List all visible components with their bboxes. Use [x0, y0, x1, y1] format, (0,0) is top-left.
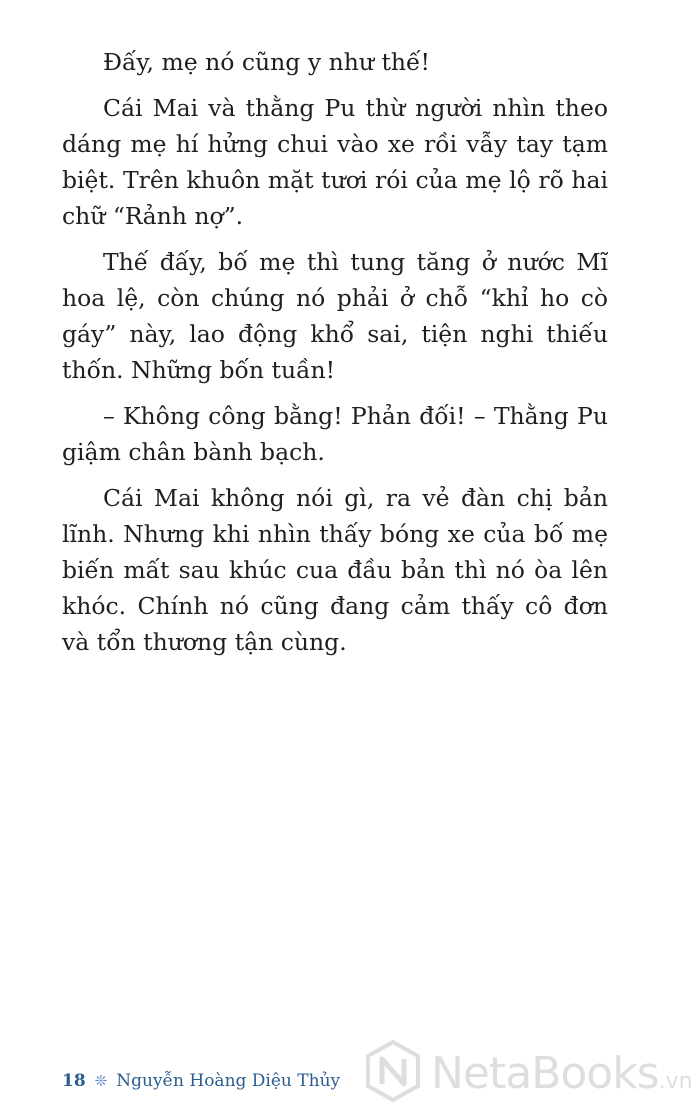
page-footer	[62, 1071, 340, 1091]
page-number: 18	[62, 1071, 86, 1091]
watermark-tld: .vn	[658, 1068, 693, 1094]
watermark-text	[431, 1048, 693, 1099]
paragraph-3: Thế đấy, bố mẹ thì tung tăng ở nước Mĩ hoa lệ, còn chúng nó phải ở chỗ “khỉ ho cò gáy” này, lao động khổ sai, tiện nghi thiếu thốn. Những bốn tuần!	[62, 248, 608, 384]
netabooks-logo-icon	[365, 1040, 421, 1106]
author-name: Nguyễn Hoàng Diệu Thủy	[116, 1071, 341, 1091]
paragraph-4: – Không công bằng! Phản đối! – Thằng Pu giậm chân bành bạch.	[62, 402, 608, 466]
page-body	[62, 44, 608, 670]
watermark	[365, 1040, 693, 1106]
paragraph-1: Đấy, mẹ nó cũng y như thế!	[103, 48, 430, 76]
snowflake-separator-icon: ❊	[94, 1072, 108, 1090]
paragraph-5: Cái Mai không nói gì, ra vẻ đàn chị bản lĩnh. Nhưng khi nhìn thấy bóng xe của bố mẹ biến mất sau khúc cua đầu bản thì nó òa lên khóc. Chính nó cũng đang cảm thấy cô đơn và tổn thương tận cùng.	[62, 484, 608, 656]
watermark-brand: NetaBooks	[431, 1047, 659, 1099]
paragraph-2: Cái Mai và thằng Pu thừ người nhìn theo dáng mẹ hí hửng chui vào xe rồi vẫy tay tạm biệt. Trên khuôn mặt tươi rói của mẹ lộ rõ hai chữ “Rảnh nợ”.	[62, 94, 608, 230]
